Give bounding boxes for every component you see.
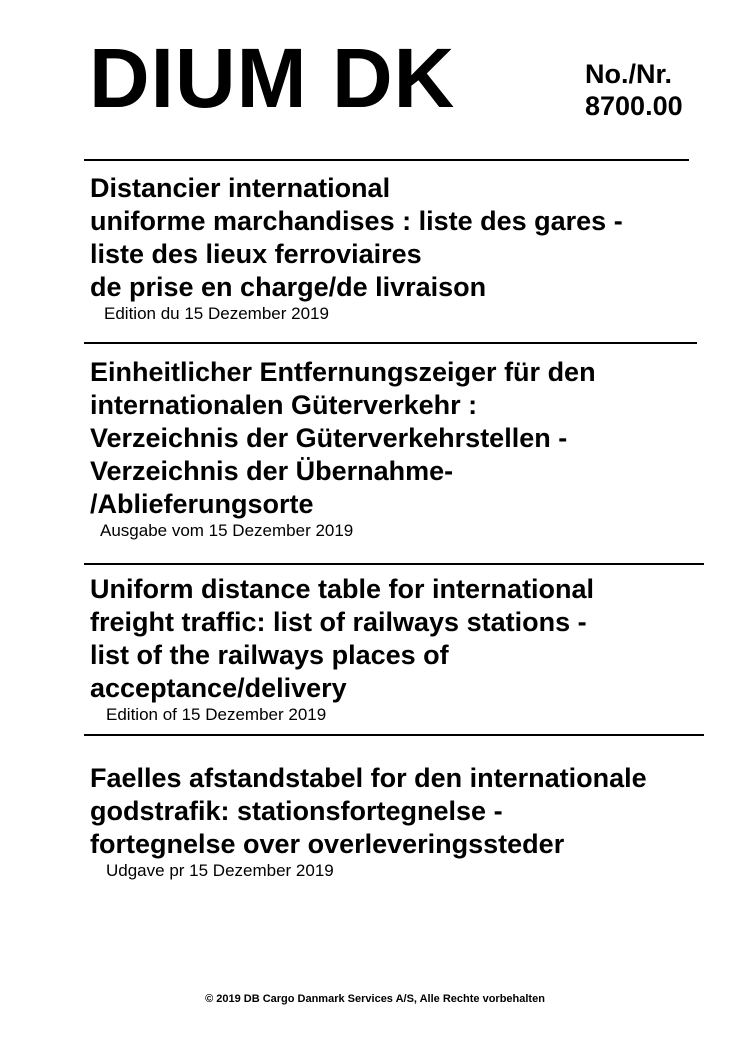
divider-rule [84,342,697,344]
title-line: de prise en charge/de livraison [90,272,487,302]
title-line: Distancier international [90,173,391,203]
divider-rule [84,734,704,736]
copyright-notice: © 2019 DB Cargo Danmark Services A/S, Alle Rechte vorbehalten [205,993,545,1005]
title-line: godstrafik: stationsfortegnelse - [90,796,503,826]
section-danish [90,762,647,881]
document-number-value: 8700.00 [585,91,683,121]
section-french [90,172,623,324]
title-line: acceptance/delivery [90,673,347,703]
section-english [90,573,594,725]
section-title-german [90,356,596,521]
document-number [585,58,683,122]
title-line: /Ablieferungsorte [90,489,314,519]
section-german [90,356,596,541]
title-line: Uniform distance table for international [90,574,595,604]
title-line: Verzeichnis der Übernahme- [90,456,454,486]
edition-date-french: Edition du 15 Dezember 2019 [104,304,329,323]
divider-rule [84,159,689,161]
section-title-danish [90,762,647,861]
section-title-french [90,172,623,304]
title-line: liste des lieux ferroviaires [90,239,422,269]
title-line: uniforme marchandises : liste des gares - [90,206,623,236]
edition-date-danish: Udgave pr 15 Dezember 2019 [106,861,334,880]
title-line: Einheitlicher Entfernungszeiger für den [90,357,596,387]
section-title-english [90,573,594,705]
title-line: freight traffic: list of railways stations - [90,607,587,637]
edition-date-english: Edition of 15 Dezember 2019 [106,705,327,724]
title-line: Faelles afstandstabel for den internationale [90,763,647,793]
divider-rule [84,563,704,565]
edition-date-german: Ausgabe vom 15 Dezember 2019 [100,521,354,540]
document-title: DIUM DK [89,31,456,125]
title-line: internationalen Güterverkehr : [90,390,478,420]
title-line: Verzeichnis der Güterverkehrstellen - [90,423,568,453]
title-line: fortegnelse over overleveringssteder [90,829,565,859]
title-line: list of the railways places of [90,640,449,670]
document-number-label: No./Nr. [585,59,673,89]
